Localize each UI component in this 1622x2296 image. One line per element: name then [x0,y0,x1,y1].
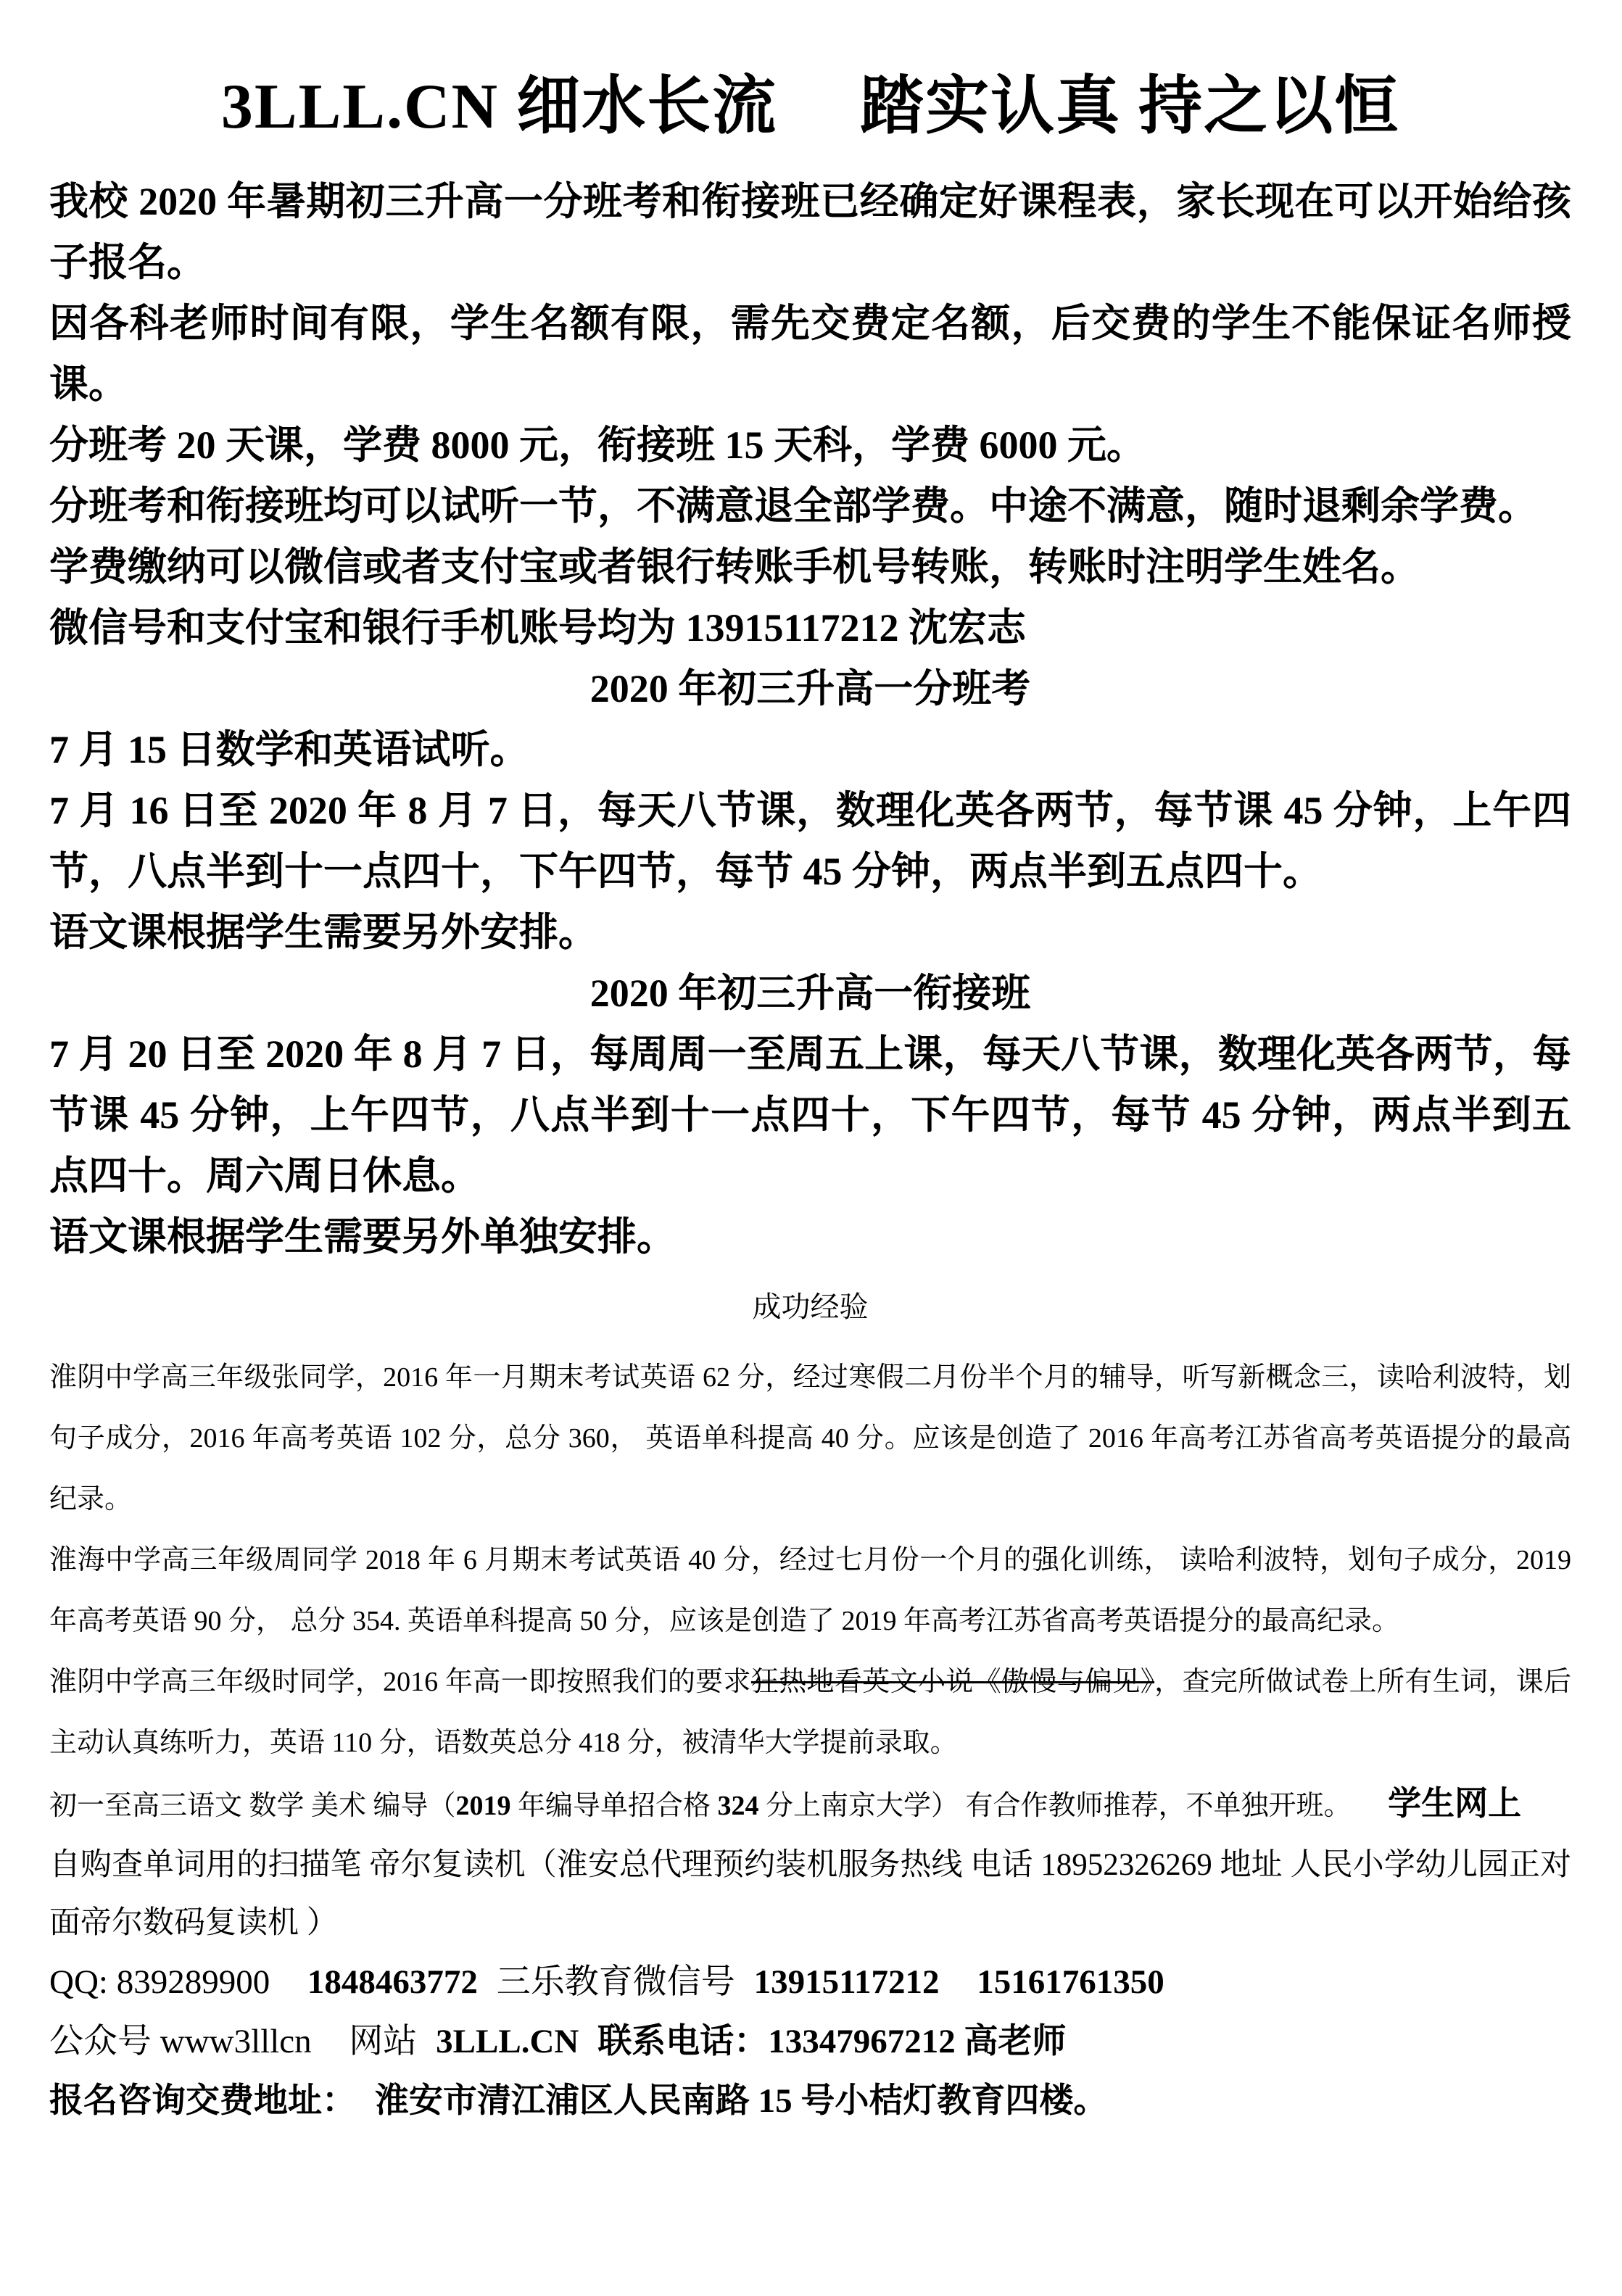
scanner-player-paragraph: 自购查单词用的扫描笔 帝尔复读机（淮安总代理预约装机服务热线 电话 18952326269 地址 人民小学幼儿园正对面帝尔数码复读机 ） [49,1848,1571,1940]
wechat-number-1: 13915117212 [753,1963,940,2001]
success-story-shi [49,1651,1571,1773]
public-account-label: 公众号 www3lllcn [49,2023,312,2060]
story-shi-text-after: ，查完所做试卷上所有生词，课后主动认真练听力，英语 110 分，语数英总分 418 分，被清华大学提前录取。 [49,1667,1571,1758]
courses-text-b: 年编导单招合格 [510,1791,718,1821]
strikethrough-novel-text: 狂热地看英文小说《傲慢与偏见》 [750,1667,1155,1697]
website-url: 3LLL.CN [436,2023,579,2060]
courses-offered-paragraph [49,1773,1571,1836]
document-title: 3LLL.CN 细水长流 踏实认真 持之以恒 [220,72,1400,142]
success-experience-heading: 成功经验 [752,1290,869,1323]
bridge-class-heading: 2020 年初三升高一衔接班 [589,971,1031,1015]
courses-text-c: 分上南京大学） 有合作教师推荐，不单独开班。 [758,1791,1352,1821]
wechat-label: 三乐教育微信号 [496,1963,735,2001]
address-label: 报名咨询交费地址： [49,2082,356,2120]
intro-paragraph: 我校 2020 年暑期初三升高一分班考和衔接班已经确定好课程表，家长现在可以开始给孩子报名。 [49,180,1571,284]
chinese-class-note-1: 语文课根据学生需要另外安排。 [49,911,597,954]
trial-date-paragraph: 7 月 15 日数学和英语试听。 [49,728,529,771]
payment-method-paragraph: 学费缴纳可以微信或者支付宝或者银行转账手机号转账，转账时注明学生姓名。 [49,545,1420,589]
phone-label: 联系电话： [597,2023,769,2060]
chinese-class-note-2: 语文课根据学生需要另外单独安排。 [49,1215,676,1259]
qq-number-1: QQ: 839289900 [49,1963,270,2001]
website-contact-line [49,2012,1571,2071]
teacher-limit-paragraph: 因各科老师时间有限，学生名额有限，需先交费定名额，后交费的学生不能保证名师授课。 [49,302,1571,406]
story-shi-text-before: 淮阴中学高三年级时同学，2016 年高一即按照我们的要求 [49,1667,751,1697]
bridge-schedule-paragraph: 7 月 20 日至 2020 年 8 月 7 日，每周周一至周五上课，每天八节课，数理化英各两节，每节课 45 分钟，上午四节，八点半到十一点四十，下午四节，每节 45 分钟，两点半到五点四十。周六周日休息。 [49,1032,1571,1198]
courses-text-a: 初一至高三语文 数学 美术 编导（ [49,1791,456,1821]
address-line [49,2071,1571,2131]
qq-contact-line [49,1952,1571,2012]
placement-schedule-paragraph: 7 月 16 日至 2020 年 8 月 7 日，每天八节课，数理化英各两节，每节课 45 分钟，上午四节，八点半到十一点四十，下午四节，每节 45 分钟，两点半到五点四十。 [49,789,1571,893]
website-label: 网站 [349,2023,418,2060]
address-value: 淮安市清江浦区人民南路 15 号小桔灯教育四楼。 [374,2082,1108,2120]
success-story-zhang: 淮阴中学高三年级张同学，2016 年一月期末考试英语 62 分，经过寒假二月份半个月的辅导，听写新概念三，读哈利波特，划句子成分，2016 年高考英语 102 分，总分 360， 英语单科提高 40 分。应该是创造了 2016 年高考江苏省高考英语提分的最高纪录。 [49,1362,1571,1514]
trial-refund-paragraph: 分班考和衔接班均可以试听一节，不满意退全部学费。中途不满意，随时退剩余学费。 [49,484,1537,528]
students-online-highlight: 学生网上 [1388,1785,1522,1822]
payment-account-paragraph: 微信号和支付宝和银行手机账号均为 13915117212 沈宏志 [49,606,1027,650]
courses-year: 2019 [455,1791,511,1821]
qq-number-2: 1848463772 [307,1963,478,2001]
courses-score: 324 [717,1791,759,1821]
success-story-zhou: 淮海中学高三年级周同学 2018 年 6 月期末考试英语 40 分，经过七月份一个月的强化训练， 读哈利波特，划句子成分，2019 年高考英语 90 分， 总分 354. 英语单科提高 50 分，应该是创造了 2019 年高考江苏省高考英语提分的最高纪录。 [49,1545,1571,1636]
wechat-number-2: 15161761350 [977,1963,1164,2001]
placement-exam-heading: 2020 年初三升高一分班考 [589,667,1031,710]
tuition-fee-paragraph: 分班考 20 天课，学费 8000 元，衔接班 15 天科，学费 6000 元。 [49,423,1146,467]
phone-number: 13347967212 高老师 [768,2023,1067,2060]
